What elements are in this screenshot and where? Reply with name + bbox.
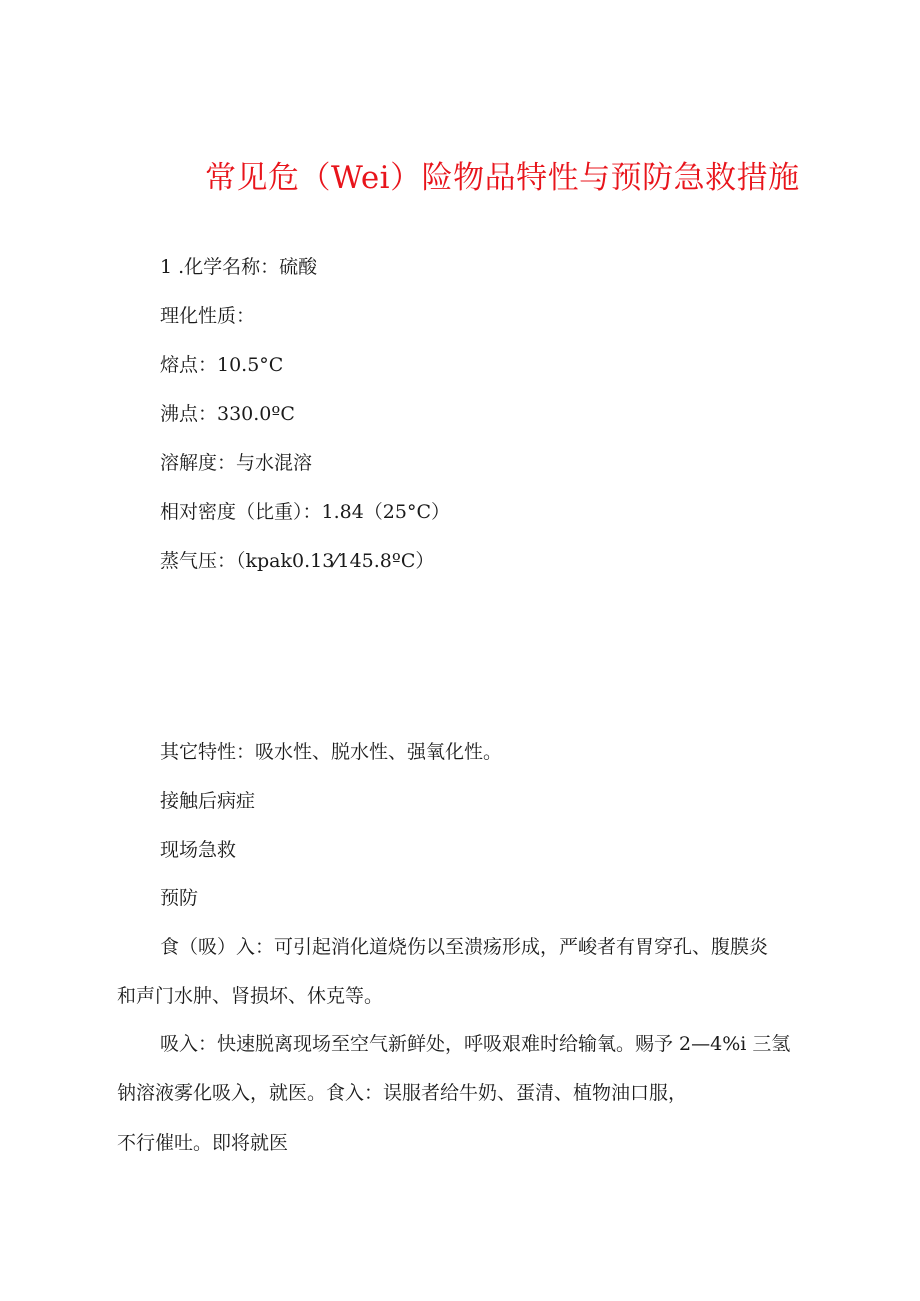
relative-density-line: 相对密度（比重）：1.84（25°C） xyxy=(160,501,451,523)
other-properties-line: 其它特性：吸水性、脱水性、强氧化性。 xyxy=(160,741,503,763)
document-title: 常见危（Wei）险物品特性与预防急救措施 xyxy=(205,160,800,196)
inhalation-paragraph-line-3: 不行催吐。即将就医 xyxy=(117,1132,289,1154)
inhalation-paragraph-line-1: 吸入：快速脱离现场至空气新鲜处，呼吸艰难时给输氧。赐予 2—4%i 三氢 xyxy=(160,1033,791,1055)
prevention-heading: 预防 xyxy=(160,887,199,909)
properties-heading: 理化性质： xyxy=(160,305,256,327)
solubility-line: 溶解度：与水混溶 xyxy=(160,452,313,474)
boiling-point-line: 沸点：330.0ºC xyxy=(160,403,295,425)
ingestion-paragraph-line-2: 和声门水肿、肾损坏、休克等。 xyxy=(117,985,384,1007)
vapor-pressure-line: 蒸气压：（kpak0.13⁄145.8ºC） xyxy=(160,550,435,572)
ingestion-paragraph-line-1: 食（吸）入：可引起消化道烧伤以至溃疡形成，严峻者有胃穿孔、腹膜炎 xyxy=(160,936,769,958)
melting-point-line: 熔点：10.5°C xyxy=(160,354,284,376)
chemical-name-line: 1 .化学名称：硫酸 xyxy=(160,256,318,278)
first-aid-heading: 现场急救 xyxy=(160,839,237,861)
symptoms-heading: 接触后病症 xyxy=(160,790,256,812)
inhalation-paragraph-line-2: 钠溶液雾化吸入，就医。食入：误服者给牛奶、蛋清、植物油口服， xyxy=(117,1082,688,1104)
